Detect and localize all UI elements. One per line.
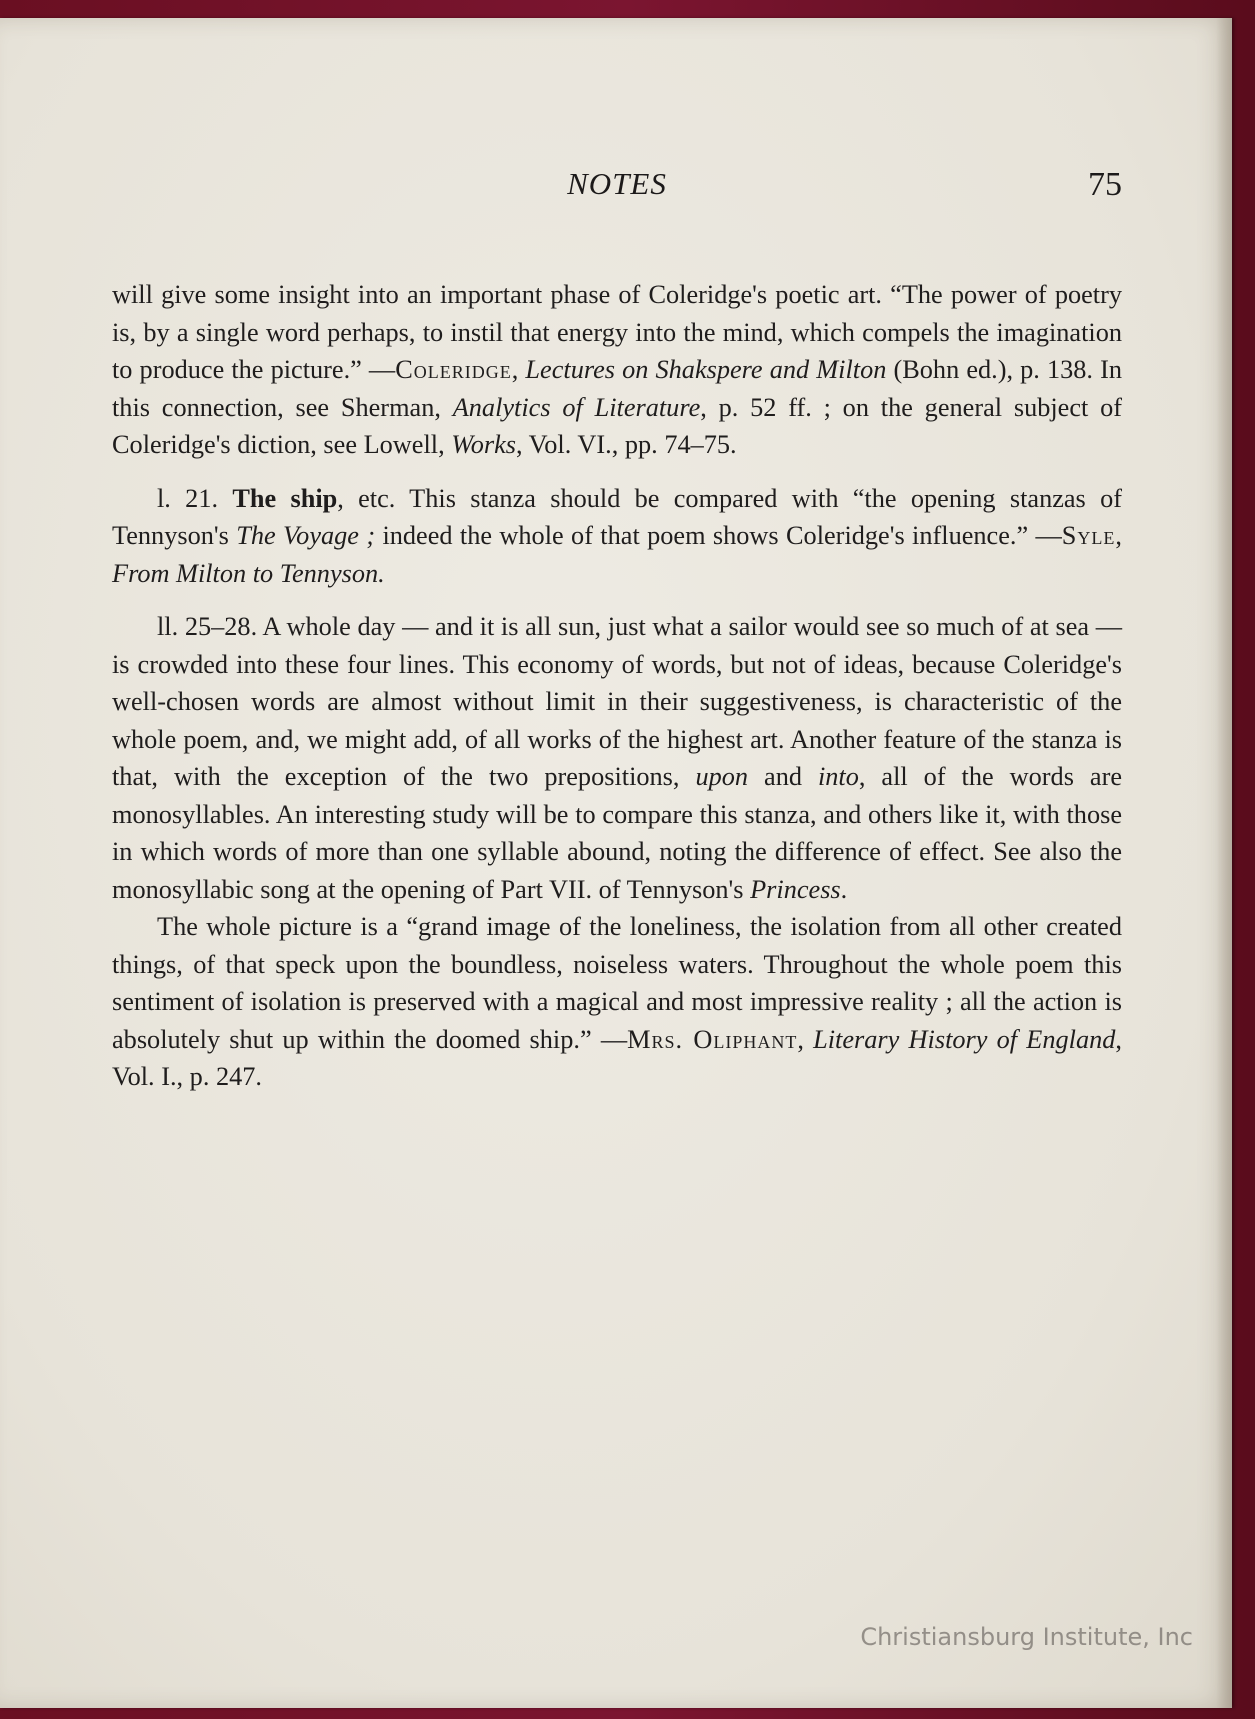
p1-work-3: Works xyxy=(451,430,516,459)
p4-work: Literary History of England xyxy=(813,1024,1116,1054)
p2-text-2: indeed the whole of that poem shows Coleridge's influence.” — xyxy=(375,521,1062,550)
p3-text-2: and xyxy=(748,762,818,791)
notes-body xyxy=(112,276,1122,1096)
p1-text-4: , p. 52 ff. ; on the general subject of Coleridge's diction, see Lowell, xyxy=(112,392,1123,459)
p2-author: Syle xyxy=(1061,521,1116,550)
p3-text-4: . xyxy=(840,874,848,904)
p3-text-3: , all of the words are monosyllables. An interesting study will be to compare this stanza, and others like it, with those in which words of more than one syllable abound, noting the difference of effect. See also the monosyllabic song at the opening of Part VII. of Tennyson's xyxy=(112,762,1122,904)
p1-text-5: , Vol. VI., pp. 74–75. xyxy=(516,430,737,459)
p2-text-3: , xyxy=(1115,521,1122,550)
p2-work: The Voyage ; xyxy=(236,521,376,550)
p4-text-3: , Vol. I., p. 247. xyxy=(112,1024,1122,1091)
p3-work: Princess xyxy=(750,874,841,904)
page-header xyxy=(112,166,1122,226)
book-page xyxy=(0,18,1232,1708)
p2-lemma: The ship xyxy=(232,483,338,513)
p1-work-2: Analytics of Literature xyxy=(452,392,701,422)
p1-author: Coleridge xyxy=(395,355,512,384)
paragraph-1 xyxy=(112,276,1122,464)
p3-word-upon: upon xyxy=(695,762,749,791)
p4-text-1: The whole picture is a “grand image of the loneliness, the isolation from all other created things, of that speck upon the boundless, noiseless waters. Throughout the whole poem this sentiment of isolation is preserved with a magical and most impressive reality ; all the action is absolutely shut up within the doomed ship.” — xyxy=(112,912,1122,1054)
p1-text-3: (Bohn ed.), p. 138. In this connection, see Sherman, xyxy=(112,355,1122,422)
paragraph-3 xyxy=(112,608,1122,908)
running-title: NOTES xyxy=(567,166,667,201)
p1-work: Lectures on Shakspere and Milton xyxy=(525,355,887,384)
p1-text-2: , xyxy=(511,355,526,384)
p4-text-2: , xyxy=(797,1024,814,1054)
paragraph-4 xyxy=(112,908,1122,1096)
p2-work-2: From Milton to Tennyson. xyxy=(112,558,385,588)
page-edge-shadow xyxy=(1216,18,1232,1708)
p4-author: Mrs. Oliphant xyxy=(627,1024,798,1054)
p1-text-1: will give some insight into an important phase of Coleridge's poetic art. “The power of poetry is, by a single word perhaps, to instil that energy into the mind, which compels the imagination to produce the picture.” — xyxy=(112,280,1122,384)
page-number: 75 xyxy=(1088,166,1122,203)
paragraph-2 xyxy=(112,480,1122,593)
watermark: Christiansburg Institute, Inc xyxy=(860,1623,1193,1651)
p2-line-ref: l. 21. xyxy=(157,483,219,513)
p3-word-into: into xyxy=(817,762,859,791)
p3-text-1: ll. 25–28. A whole day — and it is all sun, just what a sailor would see so much of at sea — is crowded into these four lines. This economy of words, but not of ideas, because Coleridge's well-chosen words are almost without limit in their suggestiveness, is characteristic of the whole poem, and, we might add, of all works of the highest art. Another feature of the stanza is that, with the exception of the two prepositions, xyxy=(112,612,1122,791)
p2-text-1: , etc. This stanza should be compared with “the opening stanzas of Tennyson's xyxy=(112,483,1122,550)
